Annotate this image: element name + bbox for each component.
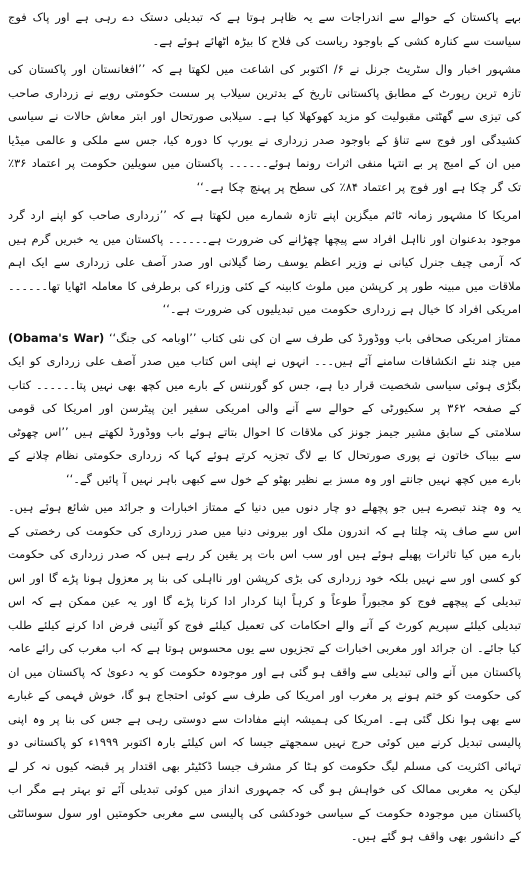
paragraph-1: بہے پاکستان کے حوالے سے اندراجات سے یہ ظاہر ہوتا ہے کہ تبدیلی دستک دے رہی ہے اور پاک فوج سیاست سے کنارہ کشی کے باوجود ریاست کی فلاح کا بیڑہ اٹھائے ہوئے ہے۔ xyxy=(8,10,521,48)
paragraph-4-part-2: میں چند نئے انکشافات سامنے آئے ہیں۔۔۔ انہوں نے اپنی اس کتاب میں صدر آصف علی زرداری کو ایک بگڑی ہوئی سیاسی شخصیت قرار دیا ہے، جس کو گورننس کے بارے میں کچھ بھی نہیں پتا۔۔۔۔۔۔ کتاب کے صفحہ ۳۶۲ پر سکیورٹی کے حوالے سے آنے والی امریکی سفیر این پیٹرسن اور امریکا کی قومی سلامتی کے سابق مشیر جیمز جونز کی ملاقات کا احوال بتاتے ہوئے باب ووڈورڈ لکھتے ہیں ’’اس چھوٹی سے بیباک خاتون نے پوری صورتحال کا بے لاگ تجزیہ کرتے ہوئے کہا کہ زرداری حکومتی نظام چلانے کے بارے میں کچھ نہیں جانتے اور وہ مسز بے نظیر بھٹو کے خول سے کبھی باہر نہیں آ پائیں گے۔‘‘ xyxy=(8,354,521,486)
book-title-english: (Obama's War) xyxy=(8,330,105,345)
paragraph-4 xyxy=(8,327,521,492)
paragraph-4-part-1: ممتاز امریکی صحافی باب ووڈورڈ کی طرف سے ان کی نئی کتاب ’’اوبامہ کی جنگ‘‘ xyxy=(108,330,522,345)
paragraph-5: یہ وہ چند تبصرے ہیں جو پچھلے دو چار دنوں میں دنیا کے ممتاز اخبارات و جرائد میں شائع ہوئے ہیں۔ اس سے صاف پتہ چلتا ہے کہ اندرون ملک اور بیرونی دنیا میں صدر زرداری کی حکومت کی رخصتی کے بارے میں کیا تاثرات پھیلے ہوئے ہیں اور سب اس بات پر یقین کر رہے ہیں کہ صدر زرداری کی حکومت کو کسی اور سے نہیں بلکہ خود زرداری کی بڑی کرپشن اور نااہلی کی بنا پر معزول ہونا پڑے گا اور اس تبدیلی کے پیچھے فوج کو مجبوراً طوعاً و کرہاً اپنا کردار ادا کرنا پڑے گا اور یہ عین ممکن ہے کہ اس تبدیلی کیلئے سپریم کورٹ کے آنے والے احکامات کی تعمیل کیلئے فوج کو آئینی فرض ادا کرنے کیلئے طلب کیا جائے۔ ان جرائد اور مغربی اخبارات کے تجزیوں سے یوں محسوس ہوتا ہے کہ اب مغرب کی رائے عامہ پاکستان میں آنے والی تبدیلی سے واقف ہو گئی ہے اور موجودہ حکومت کو یہ دعویٰ کہ پاکستان میں ان کی حکومت کو ختم ہونے پر مغرب اور امریکا کی طرف سے کوئی احتجاج ہو گا، خوش فہمی کے غبارے سے بھی ہوا نکل گئی ہے۔ امریکا کی ہمیشہ اپنے مفادات سے دوستی رہی ہے جس کی بنا پر وہ اپنی پالیسی تبدیل کرنے میں کوئی حرج نہیں سمجھتے جیسا کہ اس کیلئے بارہ اکتوبر ۱۹۹۹ء کو پاکستانی دو تہائی اکثریت کی مسلم لیگ حکومت کو ہٹا کر مشرف جیسا ڈکٹیٹر بھی اقتدار پر قبضہ کیوں نہ کر لے لیکن یہ مغربی ممالک کی خواہش ہو گی کہ جمہوری انداز میں کوئی تبدیلی آئے تو بہتر ہے مگر اب پاکستان میں موجودہ حکومت کے سیاسی خودکشی کی پالیسی سے مغربی حکومتیں اور سول سوسائٹی کے دانشور بھی واقف ہو گئے ہیں۔ xyxy=(8,500,522,843)
paragraph-2: مشہور اخبار وال سٹریٹ جرنل نے ۶/ اکتوبر کی اشاعت میں لکھتا ہے کہ ’’افغانستان اور پاکستان کی تازہ ترین رپورٹ کے مطابق پاکستانی تاریخ کے بدترین سیلاب پر سست حکومتی رویے نے زرداری صاحب کی تیزی سے گھٹتی مقبولیت کو مزید کھوکھلا کیا ہے۔ سیلابی صورتحال اور ابتر معاش حالات نے سیاسی کشیدگی اور فوج سے تناؤ کے باوجود صدر زرداری نے یورپ کا دورہ کیا، جس سے ملکی و عالمی میڈیا میں ان کے امیج پر بے انتہا منفی اثرات رونما ہوئے۔۔۔۔۔۔ پاکستان میں سویلین حکومت پر اعتماد ۳۶٪ تک گر چکا ہے اور فوج پر اعتماد ۸۴٪ کی سطح پر پہنچ چکا ہے۔‘‘ xyxy=(8,62,521,194)
paragraph-3: امریکا کا مشہور زمانہ ٹائم میگزین اپنے تازہ شمارے میں لکھتا ہے کہ ’’زرداری صاحب کو اپنے ارد گرد موجود بدعنوان اور نااہل افراد سے پیچھا چھڑانے کی ضرورت ہے۔۔۔۔۔۔ پاکستان میں یہ خبریں گرم ہیں کہ آرمی چیف جنرل کیانی نے وزیر اعظم یوسف رضا گیلانی اور صدر آصف علی زرداری سے ایک اہم ملاقات میں مبینہ طور پر کرپشن میں ملوث کابینہ کے کئی وزراء کی برطرفی کا معاملہ اٹھایا تھا۔۔۔۔۔۔ امریکی افراد کا خیال ہے زرداری حکومت میں تبدیلیوں کی ضرورت ہے۔‘‘ xyxy=(8,208,521,316)
